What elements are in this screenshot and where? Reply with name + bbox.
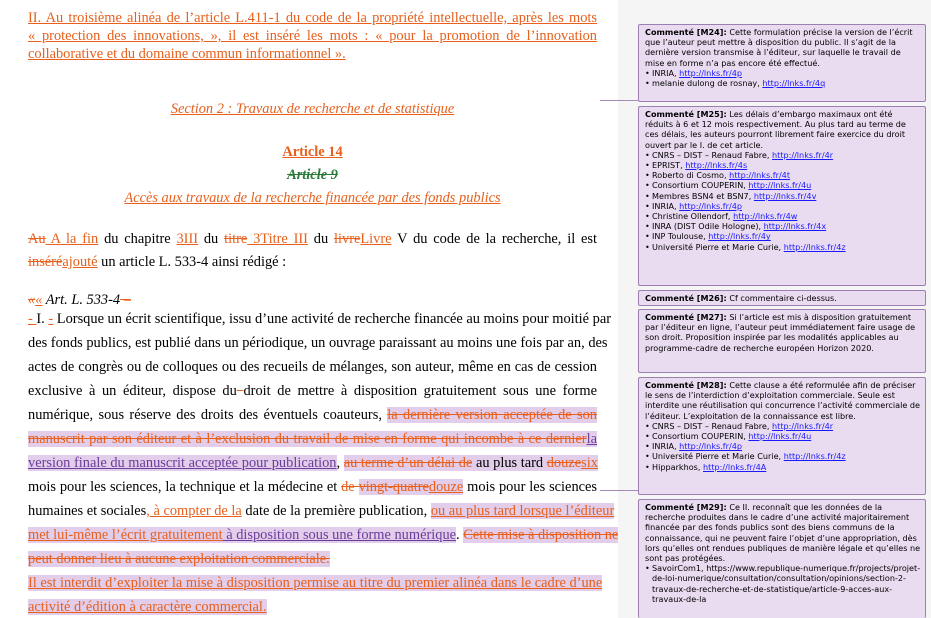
comment-text: Les délais d’embargo maximaux ont été réduits à 6 et 12 mois respectivement. Au plus tard au terme de ces délais, les auteurs pourront librement faire exercice du droit ouvert par le I. de cet article. [645,109,906,150]
comment-item: • melanie dulong de rosnay, http://lnks.fr/4q [645,78,921,88]
comment-item: • INP Toulouse, http://lnks.fr/4y [645,231,921,241]
para-i-line-5[interactable] [28,406,597,424]
comment-link[interactable]: http://lnks.fr/4r [772,420,834,431]
comment-link[interactable]: http://lnks.fr/4z [783,451,846,462]
comment-ref: Commenté [M24]: [645,27,727,37]
inserted-interdiction[interactable]: Il est interdit d’exploiter la mise à disposition permise au titre du premier alinéa dans le cadre d’une [28,575,603,591]
comment-item: • Christine Ollendorf, http://lnks.fr/4w [645,211,921,221]
inserted-au-plus-tard[interactable]: au plus tard [472,455,547,471]
section-title[interactable]: Section 2 : Travaux de recherche et de statistique [170,101,455,117]
inserted-dash-1[interactable]: - [28,311,37,327]
art-heading-text: Art. L. 533-4 [42,292,121,308]
comment-link[interactable]: http://lnks.fr/4p [679,67,742,78]
comment-item: • SavoirCom1, https://www.republique-numerique.fr/projects/projet-de-loi-numerique/consultation/consultation/opinions/section-2-travaux-de-recherche-et-de-statistique/article-9-acces-aux-travaux-de-la [645,563,921,604]
deleted-de[interactable]: de [341,479,359,495]
comment-ref: Commenté [M29]: [645,502,727,512]
comment-ref: Commenté [M27]: [645,312,727,322]
deleted-derniere-version[interactable]: la dernière version acceptée de son [387,407,597,423]
comment-link[interactable]: http://lnks.fr/4y [708,231,771,242]
comment-link[interactable]: http://lnks.fr/4z [783,241,846,252]
para-i-text-4a: exclusive à un éditeur, dispose du [28,383,237,399]
comment-link[interactable]: http://lnks.fr/4x [763,221,827,232]
inserted-3iii[interactable]: 3III [176,231,199,247]
comment-item: • Membres BSN4 et BSN7, http://lnks.fr/4v [645,191,921,201]
para-i-line-6[interactable] [28,430,597,448]
comment-link[interactable]: http://lnks.fr/4r [772,149,834,160]
inserted-a-disposition[interactable]: à disposition sous une forme numérique [222,527,457,543]
text-humaines: humaines et sociales [28,503,147,519]
deleted-quote[interactable]: « [28,292,36,308]
inserted-six[interactable]: six [581,455,598,471]
article-subtitle[interactable]: Accès aux travaux de la recherche financée par des fonds publics [124,190,501,206]
text-rest-2: un article L. 533-4 ainsi rédigé : [97,254,290,270]
comment-link[interactable]: http://lnks.fr/4w [733,211,798,222]
comment-connector [600,490,638,491]
para-i-line-10[interactable] [28,526,619,544]
comment-item: • Roberto di Cosmo, http://lnks.fr/4t [645,170,921,180]
inserted-dash-2[interactable]: - [48,311,54,327]
comment-connector [600,100,638,101]
comment-text: Cette formulation précise la version de l’écrit que l’auteur peut mettre à disposition du public. Il s’agit de la dernière version transmise à l’éditeur, sur laquelle le travail de mise en forme n’a pas encore été effectué. [645,27,913,68]
text-rest: V du code de la recherche, il est [391,231,598,247]
para-i-line-4[interactable] [28,382,597,400]
text-du-chapitre: du chapitre [98,231,177,247]
comment-link[interactable]: http://lnks.fr/4q [762,78,826,89]
inserted-douze[interactable]: douze [428,479,464,495]
comment-link[interactable]: http://lnks.fr/4p [679,200,742,211]
comment-link[interactable]: http://lnks.fr/4p [679,441,742,452]
comment-item: • INRIA, http://lnks.fr/4p [645,441,921,451]
intro-line-1[interactable] [28,230,597,248]
comment-link[interactable]: http://lnks.fr/4v [753,190,817,201]
comment-ref: Commenté [M28]: [645,380,727,390]
comment-balloon-m25[interactable] [638,106,926,286]
inserted-quote[interactable]: « [35,292,43,308]
para-i-line-2[interactable]: des fonds publics, est publié dans un périodique, un ouvrage paraissant au moins une fois par an, des [28,335,608,351]
text-comma: , [423,503,431,519]
comment-link[interactable]: http://lnks.fr/4t [729,170,791,181]
deleted-dash[interactable]: – [120,292,131,308]
para-i-line-9[interactable] [28,502,615,520]
deleted-cette-mise[interactable]: Cette mise à disposition ne [463,527,619,543]
text-du-2: du [307,231,334,247]
comment-balloon-m27[interactable] [638,309,926,373]
para-i-text-3a: actes de congrès ou de colloques ou des recueils de mélanges, [28,359,388,375]
text-mois: mois [28,479,56,495]
comment-link[interactable]: http://lnks.fr/4A [703,461,767,472]
inserted-activite-edition[interactable]: activité d’édition à caractère commercial. [28,599,267,615]
inserted-livre[interactable]: Livre [360,231,392,247]
comment-item: • INRA (DIST Odile Hologne), http://lnks.fr/4x [645,221,921,231]
deleted-au[interactable]: Au [28,231,46,247]
comment-link[interactable]: http://lnks.fr/4u [748,180,812,191]
inserted-version-finale[interactable]: version finale du manuscrit acceptée pour publication [28,455,337,471]
para-ii-line-3[interactable]: collaborative et du domaine commun informationnel ». [28,46,346,62]
para-i-line-13[interactable] [28,598,267,616]
inserted-ajoute[interactable]: ajouté [62,254,98,270]
comment-balloon-m29[interactable] [638,499,926,618]
comment-text: Ce II. reconnaît que les données de la recherche produites dans le cadre d’une activité majoritairement financée par des fonds publics sont des biens communs de la connaissance, qui ne peuvent faire l’objet d’une appropriation, dès lors qu’elles ont rendues publiques de manière légale et qu’elles ne sont pas protégées. [645,502,921,564]
intro-line-2[interactable] [28,253,306,271]
comment-ref: Commenté [M26]: [645,293,727,303]
inserted-met-lui-meme[interactable]: met lui-même l’écrit gratuitement [28,527,223,543]
para-ii-line-2[interactable]: « protection des innovations, », il est inséré les mots : « pour la promotion de l’innovation [28,28,597,44]
deleted-manuscrit[interactable]: manuscrit par son éditeur et à l’exclusion du travail de mise en forme qui incombe à ce dernier [28,431,587,447]
comment-link[interactable]: http://lnks.fr/4s [685,160,748,171]
article-number-old[interactable]: Article 9 [287,167,338,183]
inserted-3titre[interactable]: 3Titre III [247,231,308,247]
para-i-line-3[interactable] [28,358,597,376]
comment-balloon-m24[interactable] [638,24,926,102]
para-i-label: I. [36,311,49,327]
deleted-vingt-quatre[interactable]: vingt-quatre [358,479,429,495]
inserted-ou-au-plus-tard[interactable]: ou au plus tard lorsque l’éditeur [430,503,615,519]
comment-link[interactable]: http://lnks.fr/4u [748,431,812,442]
inserted-la[interactable]: la [586,431,597,447]
deleted-insere[interactable]: inséré [28,254,63,270]
comment-item: • Consortium COUPERIN, http://lnks.fr/4u [645,431,921,441]
inserted-a-la-fin[interactable]: A la fin [45,231,99,247]
para-i-line-1[interactable] [28,310,612,328]
para-i-line-12[interactable] [28,574,603,592]
comment-text: Cette clause a été reformulée afin de préciser le sens de l’interdiction d’exploitation commerciale. Seule est interdite une réutilisation qui concurrence l’activité commerciale de l’éditeur. L’exploitation de la connaissance est libre. [645,380,921,421]
art-heading[interactable] [28,291,131,309]
para-i-text-1: Lorsque un écrit scientifique, issu d’une activité de recherche financée au moins pour moitié par [56,311,612,327]
comment-item: • Consortium COUPERIN, http://lnks.fr/4u [645,180,921,190]
deleted-douze[interactable]: douze [546,455,582,471]
para-i-text-4b: droit de mettre à disposition gratuitement sous une forme [243,383,598,399]
para-i-text-5a: numérique, sous réserve des droits des éventuels coauteurs, [28,407,382,423]
deleted-au-terme[interactable]: au terme d’un délai de [343,455,473,471]
text-period: . [456,527,464,543]
deleted-livre[interactable]: livre [334,231,361,247]
text-date: date de la première publication [241,503,424,519]
comment-item: • CNRS – DIST – Renaud Fabre, http://lnks.fr/4r [645,421,921,431]
text-mois-sciences: mois pour les sciences [463,479,598,495]
text-pour-sciences: pour les sciences, la technique et la médecine et [56,479,342,495]
comment-item: • INRIA, http://lnks.fr/4p [645,201,921,211]
article-number-new[interactable]: Article 14 [282,144,343,160]
comment-item: • Université Pierre et Marie Curie, http://lnks.fr/4z [645,451,921,461]
comment-text: Cf commentaire ci-dessus. [726,293,837,303]
text-a-compter[interactable]: , à compter de [146,503,232,519]
deleted-exploitation[interactable]: peut donner lieu à aucune exploitation commerciale. [28,551,330,567]
para-i-line-11[interactable] [28,550,330,568]
comment-text: Si l’article est mis à disposition gratuitement par l’éditeur en ligne, l’auteur peut immédiatement faire usage de son droit. Proposition inspirée par les modalités applicables au programme-cadre de recherche européen Horizon 2020. [645,312,916,353]
text-du: du [198,231,225,247]
para-i-text-3b: son auteur, même en cas de cession [391,359,597,375]
inserted-la-date[interactable]: la [231,503,242,519]
para-i-line-8[interactable] [28,478,597,496]
para-i-line-7[interactable]: version finale du manuscrit acceptée pour publication, au terme d’un délai de au plus tard douzesix [28,455,598,471]
comment-item: • Hipparkhos, http://lnks.fr/4A [645,462,921,472]
comment-balloon-m28[interactable] [638,377,926,495]
comment-balloon-m26[interactable] [638,290,926,306]
comment-item: • Université Pierre et Marie Curie, http://lnks.fr/4z [645,242,921,252]
comment-item: • INRIA, http://lnks.fr/4p [645,68,921,78]
comment-ref: Commenté [M25]: [645,109,727,119]
para-ii-line-1[interactable]: II. Au troisième alinéa de l’article L.411-1 du code de la propriété intellectuelle, après les mots [28,10,597,26]
deleted-titre[interactable]: titre [224,231,248,247]
comment-item: • CNRS – DIST – Renaud Fabre, http://lnks.fr/4r [645,150,921,160]
comment-item: • EPRIST, http://lnks.fr/4s [645,160,921,170]
